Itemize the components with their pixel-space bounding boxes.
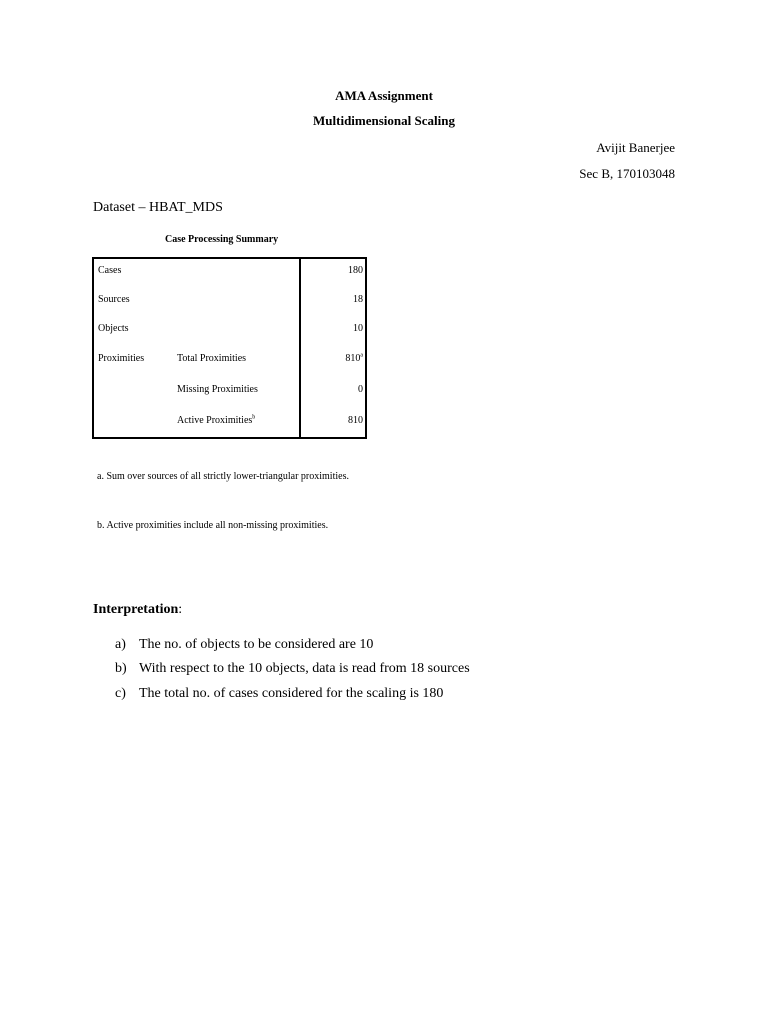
interpretation-heading: Interpretation: xyxy=(93,602,183,617)
list-item: a) The no. of objects to be considered are 10 xyxy=(115,637,374,652)
row-label-objects: Objects xyxy=(98,323,129,334)
footnote-b: b. Active proximities include all non-missing proximities. xyxy=(97,520,329,531)
dataset-label: Dataset – HBAT_MDS xyxy=(93,200,223,215)
row-value-missing-proximities: 0 xyxy=(358,384,363,395)
author-name: Avijit Banerjee xyxy=(596,140,675,155)
row-value-active-proximities: 810 xyxy=(348,415,363,426)
footnote-a: a. Sum over sources of all strictly lower-triangular proximities. xyxy=(97,471,349,482)
list-item: c) The total no. of cases considered for the scaling is 180 xyxy=(115,686,444,701)
row-value-sources: 18 xyxy=(353,294,363,305)
row-sublabel-missing-proximities: Missing Proximities xyxy=(177,384,258,395)
footnote-ref-b: b xyxy=(252,414,256,421)
document-subtitle: Multidimensional Scaling xyxy=(313,113,455,128)
row-value-cases: 180 xyxy=(348,265,363,276)
row-sublabel-total-proximities: Total Proximities xyxy=(177,353,247,364)
row-label-sources: Sources xyxy=(98,294,130,305)
row-label-cases: Cases xyxy=(98,265,122,276)
table-caption: Case Processing Summary xyxy=(165,234,279,245)
document-title: AMA Assignment xyxy=(335,88,433,103)
row-value-objects: 10 xyxy=(353,323,363,334)
case-processing-table xyxy=(92,257,367,439)
row-label-proximities: Proximities xyxy=(98,353,145,364)
row-value-total-proximities: 810$^a$ xyxy=(345,352,363,364)
footnote-ref-a: a xyxy=(360,352,363,359)
row-sublabel-active-proximities: Active Proximities$^b$ xyxy=(177,414,256,426)
table-divider xyxy=(299,257,301,439)
list-item: b) With respect to the 10 objects, data is read from 18 sources xyxy=(115,661,470,676)
section-id: Sec B, 170103048 xyxy=(579,166,675,181)
